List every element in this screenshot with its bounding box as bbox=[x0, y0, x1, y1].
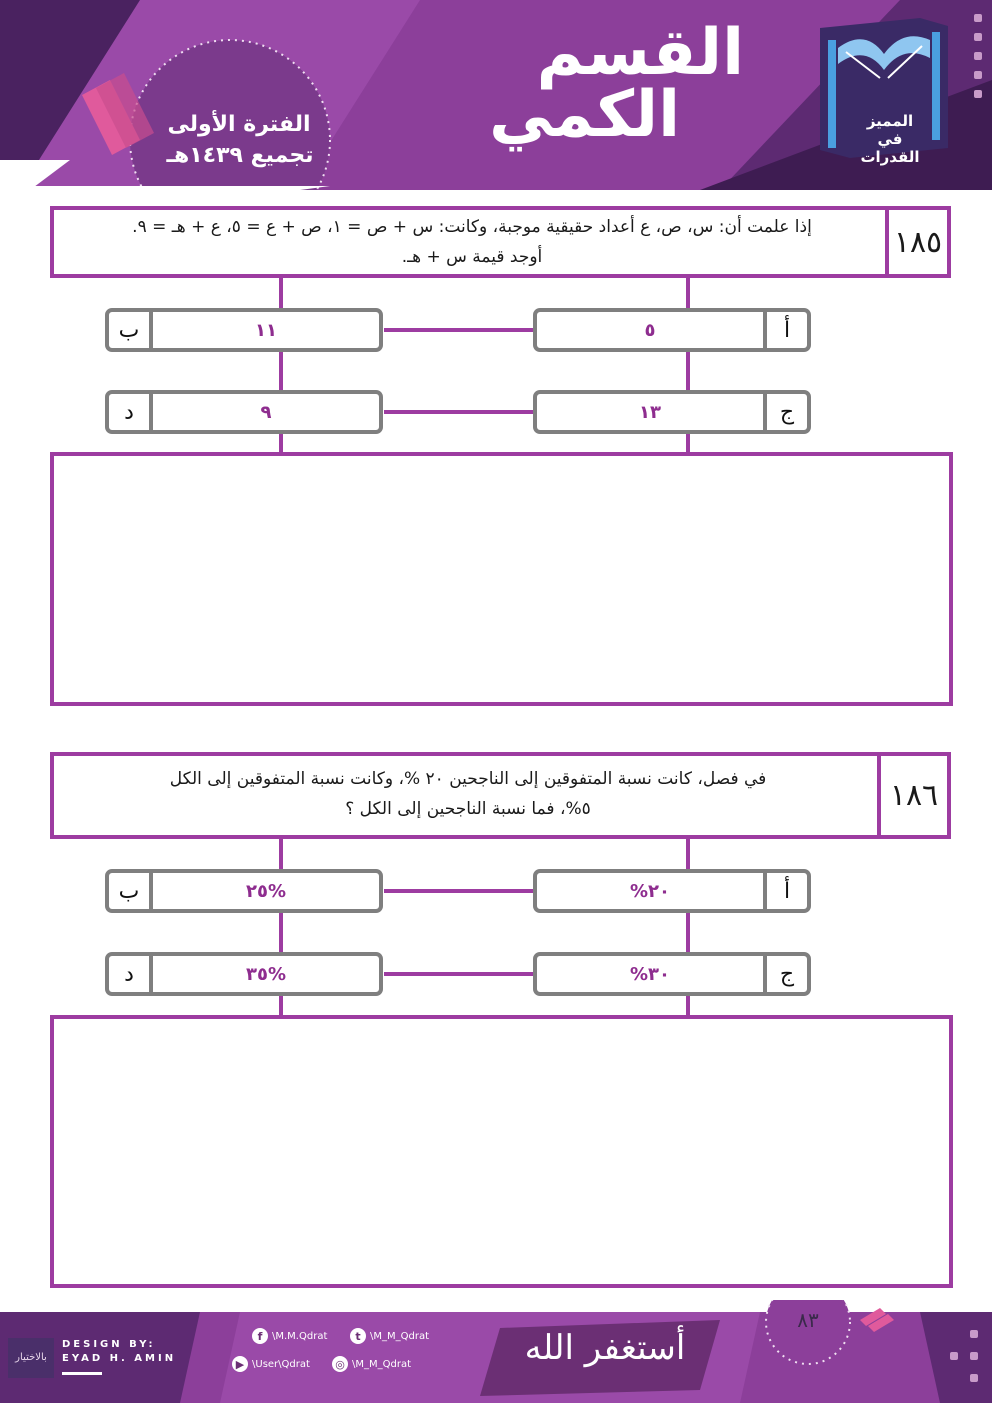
option-a[interactable] bbox=[533, 869, 811, 913]
option-letter: ب bbox=[109, 873, 153, 909]
page-footer bbox=[0, 1300, 992, 1403]
option-value: ٣٠% bbox=[629, 963, 671, 985]
calligraphy-text: أستغفر الله bbox=[524, 1328, 686, 1368]
facebook-icon: f bbox=[252, 1328, 268, 1344]
option-letter: د bbox=[109, 394, 153, 430]
youtube-link[interactable] bbox=[232, 1356, 310, 1372]
design-by-label: DESIGN BY: bbox=[62, 1339, 156, 1350]
header-title-line1: القسم bbox=[536, 16, 744, 90]
option-letter: ج bbox=[763, 394, 807, 430]
page-number: ٨٣ bbox=[797, 1308, 819, 1332]
instagram-handle: \M_M_Qdrat bbox=[352, 1358, 412, 1370]
option-letter: ب bbox=[109, 312, 153, 348]
question-text bbox=[62, 764, 874, 824]
designer-name: EYAD H. AMIN bbox=[62, 1353, 177, 1364]
question-text-line2: ٥%، فما نسبة الناجحين إلى الكل ؟ bbox=[345, 799, 591, 819]
question-text bbox=[62, 212, 882, 272]
design-credit bbox=[62, 1338, 176, 1366]
option-letter: ج bbox=[763, 956, 807, 992]
option-value: ١٣ bbox=[639, 401, 661, 423]
youtube-icon: ▶ bbox=[232, 1356, 248, 1372]
option-letter: أ bbox=[763, 312, 807, 348]
instagram-icon: ◎ bbox=[332, 1356, 348, 1372]
twitter-link[interactable] bbox=[350, 1328, 429, 1344]
question-text-line2: أوجد قيمة س + هـ. bbox=[401, 247, 543, 267]
youtube-handle: \User\Qdrat bbox=[252, 1358, 310, 1370]
page-header bbox=[0, 0, 992, 190]
work-area-185[interactable] bbox=[50, 452, 953, 706]
twitter-icon: t bbox=[350, 1328, 366, 1344]
option-value: ٣٥% bbox=[245, 963, 287, 985]
question-box-186 bbox=[50, 752, 951, 839]
option-value: ٢٥% bbox=[245, 880, 287, 902]
twitter-handle: \M_M_Qdrat bbox=[370, 1330, 430, 1342]
header-collection: تجميع ١٤٣٩هـ bbox=[166, 143, 314, 168]
facebook-link[interactable] bbox=[252, 1328, 327, 1344]
header-dots bbox=[974, 14, 986, 109]
question-text-line1: إذا علمت أن: س، ص، ع أعداد حقيقية موجبة، وكانت: س + ص = ١، ص + ع = ٥، ع + هـ = ٩. bbox=[132, 217, 812, 237]
work-area-186[interactable] bbox=[50, 1015, 953, 1288]
option-a[interactable] bbox=[533, 308, 811, 352]
option-value: ٥ bbox=[644, 319, 656, 341]
option-letter: أ bbox=[763, 873, 807, 909]
instagram-link[interactable] bbox=[332, 1356, 411, 1372]
option-d[interactable] bbox=[105, 952, 383, 996]
option-value: ٩ bbox=[260, 401, 272, 423]
option-value: ١١ bbox=[255, 319, 277, 341]
option-value: ٢٠% bbox=[629, 880, 671, 902]
option-d[interactable] bbox=[105, 390, 383, 434]
question-number: ١٨٥ bbox=[893, 224, 943, 260]
option-b[interactable] bbox=[105, 869, 383, 913]
option-b[interactable] bbox=[105, 308, 383, 352]
option-c[interactable] bbox=[533, 390, 811, 434]
header-title-line2: الكمي bbox=[489, 78, 680, 152]
option-c[interactable] bbox=[533, 952, 811, 996]
logo-text: المميز في القدرات bbox=[860, 112, 920, 166]
question-text-line1: في فصل، كانت نسبة المتفوقين إلى الناجحين ٢٠ %، وكانت نسبة المتفوقين إلى الكل bbox=[169, 769, 767, 789]
question-box-185 bbox=[50, 206, 951, 278]
option-letter: د bbox=[109, 956, 153, 992]
facebook-handle: \M.M.Qdrat bbox=[272, 1330, 328, 1342]
designer-signature: بالاختيار bbox=[8, 1338, 54, 1378]
question-number: ١٨٦ bbox=[889, 778, 939, 813]
header-period: الفترة الأولى bbox=[167, 112, 311, 137]
